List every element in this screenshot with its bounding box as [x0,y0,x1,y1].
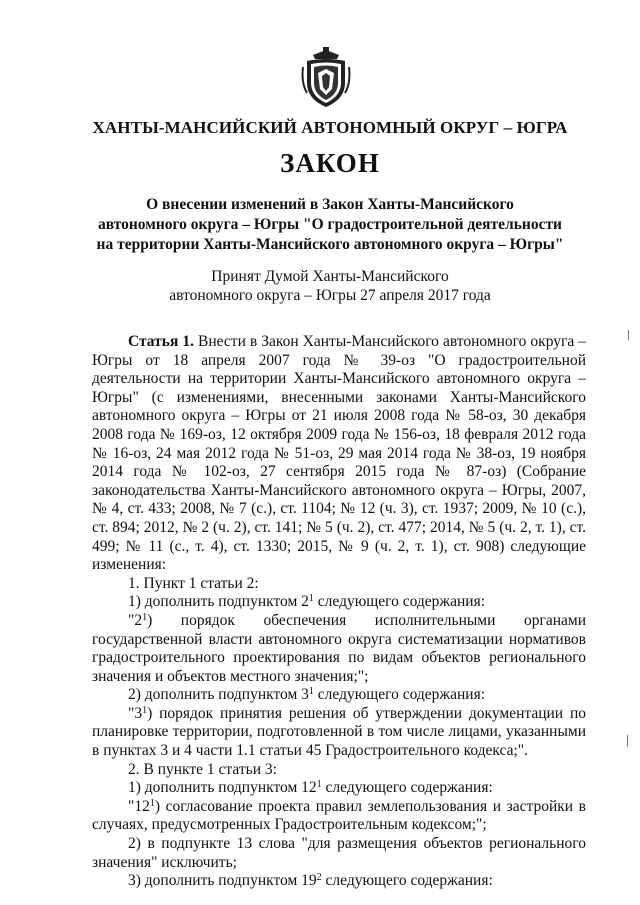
quote-text: ) порядок принятия решения об утверждении документации по планировке территории, подготовленной в том числе лицами, указанными в пунктах 3 и 4 части 1.1 статьи 45 Градостроительного кодекса;". [92,704,586,760]
item-title: 1. Пункт 1 статьи 2: [128,574,259,592]
subitem-text: следующего содержания: [321,779,493,797]
article-text: Внести в Закон Ханты-Мансийского автономного округа – Югры от 18 апреля 2007 года № 39-оз "О градостроительной деятельности на территории Ханты-Мансийского автономного округа – Югры" (с изменениями, внесенными законами Ханты-Мансийского автономного округа – Югры от 21 июля 2008 года № 58-оз, 30 декабря 2008 года № 169-оз, 12 октября 2009 года № 156-оз, 18 февраля 2012 года № 16-оз, 24 мая 2012 года № 51-оз, 29 мая 2014 года № 38-оз, 19 ноября 2014 года № 102-оз, 27 сентября 2015 года № 87-оз) (Собрание законодательства Ханты-Мансийского автономного округа – Югры, 2007, № 4, ст. 433; 2008, № 7 (с.), ст. 1104; № 12 (ч. 3), ст. 1937; 2009, № 10 (с.), ст. 894; 2012, № 2 (ч. 2), ст. 141; № 5 (ч. 2), ст. 477; 2014, № 5 (ч. 2, т. 1), ст. 499; № 11 (с., т. 4), ст. 1330; 2015, № 9 (ч. 2, т. 1), ст. 908) следующие изменения: [92,333,587,574]
subject-line: О внесении изменений в Закон Ханты-Мансийского [146,196,514,213]
superscript: 1 [142,611,148,623]
subitem-text: 1) дополнить подпунктом 2 [128,593,309,611]
subitem-text: 3) дополнить подпунктом 19 [128,872,317,890]
scan-margin-mark [628,330,629,340]
superscript: 1 [149,797,155,809]
law-subject [60,195,600,255]
quote-text: ) порядок обеспечения исполнительными органами государственной власти автономного округа систематизации нормативов градостроительного проектирования по видам объектов регионального значения и объектов местного значения;"; [92,611,586,685]
superscript: 2 [316,872,322,884]
quoted-text [92,612,586,686]
subitem: 2) в подпункте 13 слова "для размещения объектов регионального значения" исключить; [92,835,586,871]
adoption-note [60,267,600,305]
quote-text: "12 [128,797,150,815]
subitem-text: следующего содержания: [313,593,486,611]
item-title: 2. В пункте 1 статьи 3: [128,760,277,778]
coat-of-arms-icon [301,47,351,109]
article-label: Статья 1. [128,333,194,350]
quote-text: "2 [128,611,143,629]
adoption-line: автономного округа – Югры 27 апреля 2017 года [169,287,491,304]
superscript: 1 [142,704,148,716]
article-paragraph [92,333,586,575]
superscript: 1 [308,593,314,605]
subitem-text: 2) дополнить подпунктом 3 [128,686,309,704]
subitem [92,779,586,798]
quoted-text [92,705,586,761]
quoted-text [92,798,586,835]
quote-text: ) согласование проекта правил землепользования и застройки в случаях, предусмотренных Градостроительным кодексом;"; [92,797,586,834]
document-type-title: ЗАКОН [280,148,380,178]
subitem-text: 1) дополнить подпунктом 12 [128,779,317,797]
superscript: 1 [308,686,314,698]
region-title: ХАНТЫ-МАНСИЙСКИЙ АВТОНОМНЫЙ ОКРУГ – ЮГРА [92,118,568,137]
subitem-text: следующего содержания: [321,872,493,890]
subject-line: автономного округа – Югры "О градостроительной деятельности [97,216,562,233]
superscript: 1 [316,779,322,791]
law-body [92,333,586,891]
subject-line: на территории Ханты-Мансийского автономного округа – Югры" [96,236,564,253]
adoption-line: Принят Думой Ханты-Мансийского [211,268,449,285]
quote-text: "3 [128,704,143,722]
subitem-text: следующего содержания: [313,686,486,704]
subitem [92,872,586,891]
scan-margin-mark [627,735,628,747]
subitem [92,686,586,705]
subitem [92,593,586,612]
